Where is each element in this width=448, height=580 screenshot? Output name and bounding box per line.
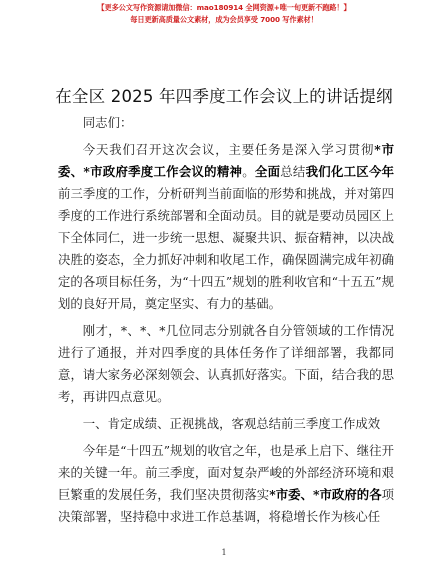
paragraph-text: 刚才，*、*、*几位同志分别就各自分管领域的工作情况进行了通报，并对四季度的具体任务作了详细部署，我都同意，请大家务必深刻领会、认真抓好落实。下面，结合我的思考，再讲四点意见。: [58, 323, 394, 404]
paragraph-text: 项决策部署，坚持稳中求进工作总基调，将稳增长作为核心任: [58, 487, 395, 524]
body-paragraph: [58, 413, 394, 435]
body-paragraph: [58, 320, 394, 408]
paragraph-text: 今天我们召开这次会议，主要任务是深入学习贯彻: [82, 142, 375, 157]
promo-banner-line-2: 每日更新高质量公文素材，成为会员享受 7000 写作素材！: [130, 15, 318, 24]
paragraph-text: 前三季度的工作，分析研判当前面临的形势和挑战，并对第四季度的工作进行系统部署和全面动员。目的就是要动员园区上下全体同仁，进一步统一思想、凝聚共识、振奋精神，以决战决胜的姿态，全力抓好冲刺和收尾工作，确保圆满完成年初确定的各项目标任务，为“十四五”规划的胜利收官和“十五五”规划的良好开局，奠定坚实、有力的基础。: [58, 186, 394, 311]
paragraph-list: [58, 139, 394, 528]
body-paragraph: [58, 440, 394, 528]
paragraph-text: 总结: [280, 164, 306, 179]
paragraph-text: 。: [242, 164, 255, 179]
paragraph-text: 今年是“十四五”规划的收官之年，也是承上启下、继往开来的关键一年。前三季度，面对复杂严峻的外部经济环境和艰巨繁重的发展任务，我们坚决贯彻落实: [58, 443, 394, 502]
salutation: 同志们：: [82, 115, 133, 130]
body-paragraph: [58, 139, 394, 315]
document-body: [58, 112, 394, 533]
promo-banner-line-1: 【更多公文写作资源请加微信：mao180914 全网资源+唯一旬更新不跑路！】: [97, 3, 351, 12]
emphasized-text: 全面: [254, 164, 281, 179]
emphasized-text: *市委、*市政府季度工作会议的精神: [58, 142, 395, 179]
emphasized-text: *市委、*市政府的各: [269, 487, 382, 502]
page-number: 1: [221, 548, 227, 557]
paragraph-text: 一、肯定成绩、正视挑战，客观总结前三季度工作成效: [82, 416, 381, 431]
emphasized-text: 我们化工区今年: [305, 164, 395, 179]
document-title: 在全区 2025 年四季度工作会议上的讲话提纲: [55, 87, 393, 106]
promo-banner: [0, 2, 448, 26]
